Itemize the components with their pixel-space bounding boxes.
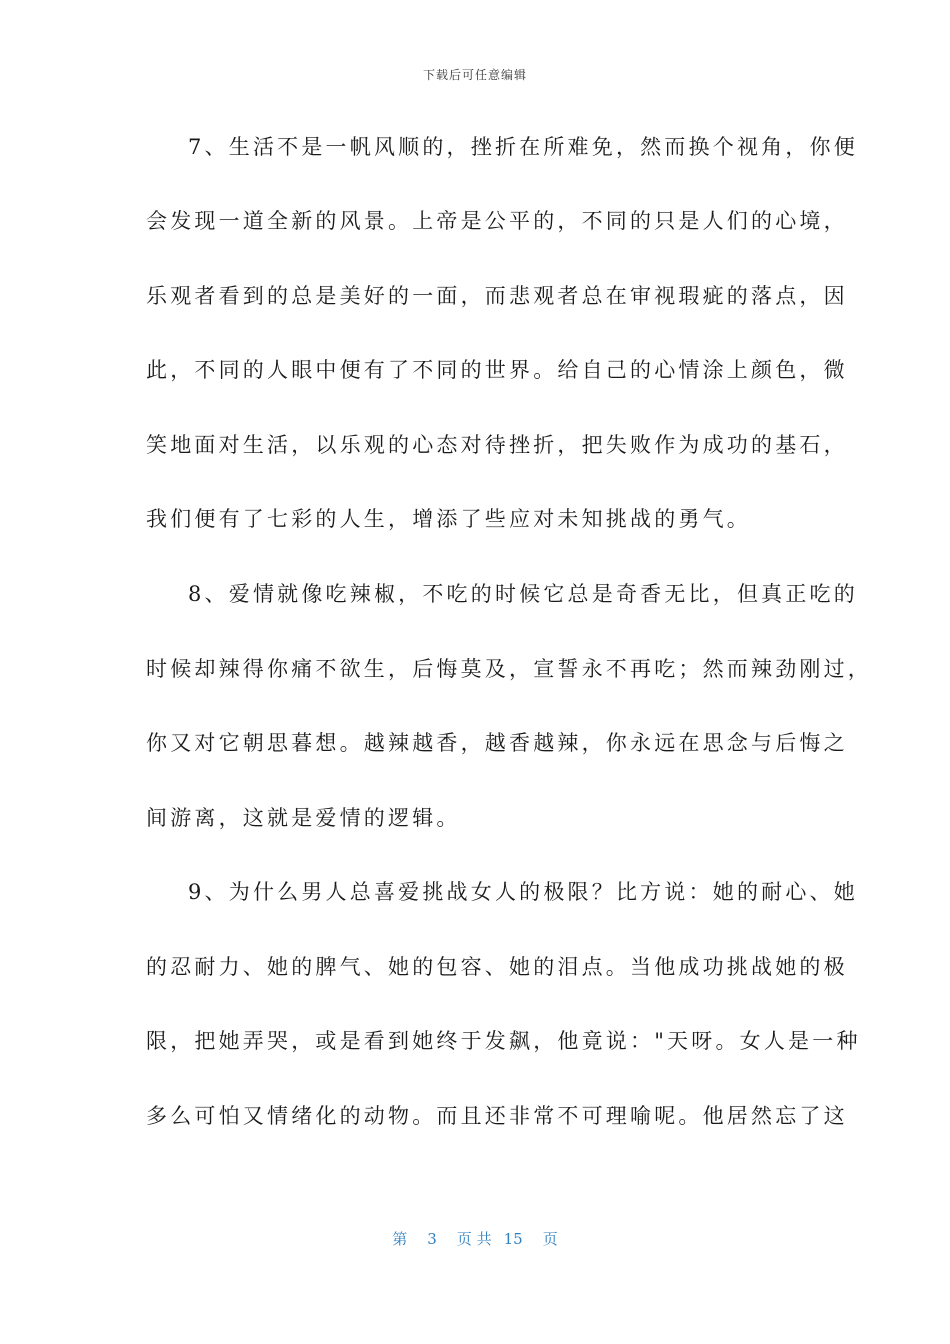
paragraph-7-line-6: 我们便有了七彩的人生，增添了些应对未知挑战的勇气。 [146, 507, 751, 531]
paragraph-7-line-2: 会发现一道全新的风景。上帝是公平的，不同的只是人们的心境， [146, 209, 848, 233]
paragraph-7-line-3: 乐观者看到的总是美好的一面，而悲观者总在审视瑕疵的落点，因 [146, 284, 848, 308]
paragraph-9-line-3: 限，把她弄哭，或是看到她终于发飙，他竟说："天呀。女人是一种 [146, 1029, 861, 1053]
paragraph-7-line-1: 7、生活不是一帆风顺的，挫折在所难免，然而换个视角，你便 [188, 135, 858, 159]
page-footer [0, 1228, 950, 1249]
paragraph-9-line-4: 多么可怕又情绪化的动物。而且还非常不可理喻呢。他居然忘了这 [146, 1104, 848, 1128]
footer-middle: 页 共 [456, 1230, 492, 1248]
paragraph-8-line-1: 8、爱情就像吃辣椒，不吃的时候它总是奇香无比，但真正吃的 [188, 582, 858, 606]
paragraph-9-line-2: 的忍耐力、她的脾气、她的包容、她的泪点。当他成功挑战她的极 [146, 955, 848, 979]
paragraph-8-line-4: 间游离，这就是爱情的逻辑。 [146, 806, 461, 830]
paragraph-7-line-5: 笑地面对生活，以乐观的心态对待挫折，把失败作为成功的基石， [146, 433, 848, 457]
paragraph-7-line-4: 此，不同的人眼中便有了不同的世界。给自己的心情涂上颜色，微 [146, 358, 848, 382]
footer-suffix: 页 [542, 1230, 558, 1248]
paragraph-8-line-3: 你又对它朝思暮想。越辣越香，越香越辣，你永远在思念与后悔之 [146, 731, 848, 755]
footer-total-pages: 15 [503, 1230, 523, 1248]
paragraph-9-line-1: 9、为什么男人总喜爱挑战女人的极限？比方说：她的耐心、她 [188, 880, 858, 904]
header-note: 下载后可任意编辑 [422, 68, 527, 82]
footer-prefix: 第 [392, 1230, 408, 1248]
paragraph-8-line-2: 时候却辣得你痛不欲生，后悔莫及，宣誓永不再吃；然而辣劲刚过， [146, 657, 872, 681]
footer-page-number: 3 [427, 1230, 437, 1248]
